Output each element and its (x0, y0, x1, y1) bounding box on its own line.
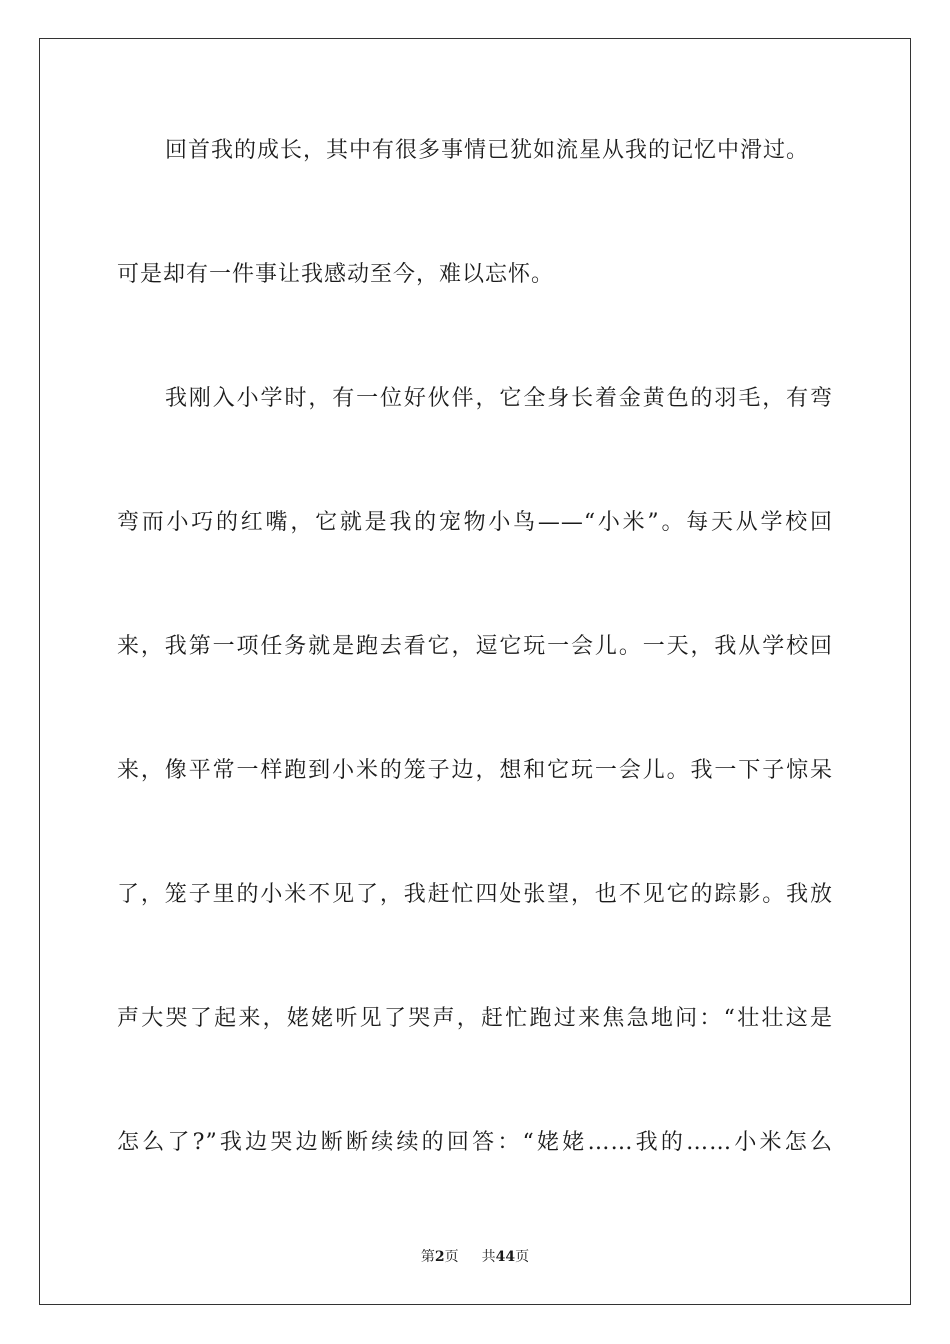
text-line: 回首我的成长，其中有很多事情已犹如流星从我的记忆中滑过。 (165, 138, 810, 163)
page-prefix: 第 (420, 1249, 435, 1265)
text-line: 我刚入小学时，有一位好伙伴，它全身长着金黄色的羽毛，有弯 (165, 386, 833, 411)
text-line: 声大哭了起来，姥姥听见了哭声，赶忙跑过来焦急地问：“壮壮这是 (117, 1006, 833, 1031)
text-line: 来，像平常一样跑到小米的笼子边，想和它玩一会儿。我一下子惊呆 (117, 758, 833, 783)
text-line: 弯而小巧的红嘴，它就是我的宠物小鸟——“小米”。每天从学校回 (117, 510, 833, 535)
text-line: 可是却有一件事让我感动至今，难以忘怀。 (117, 262, 555, 287)
text-line: 了，笼子里的小米不见了，我赶忙四处张望，也不见它的踪影。我放 (117, 882, 833, 907)
page-footer (0, 1248, 950, 1266)
text-line: 怎么了?”我边哭边断断续续的回答：“姥姥……我的……小米怎么 (117, 1130, 833, 1155)
page-suffix: 页 (444, 1249, 459, 1265)
total-pages: 44 (495, 1249, 516, 1265)
page-number: 2 (434, 1249, 445, 1265)
total-prefix: 共 (481, 1249, 496, 1265)
page-border (39, 38, 911, 1305)
text-line: 来，我第一项任务就是跑去看它，逗它玩一会儿。一天，我从学校回 (117, 634, 833, 659)
total-suffix: 页 (515, 1249, 530, 1265)
